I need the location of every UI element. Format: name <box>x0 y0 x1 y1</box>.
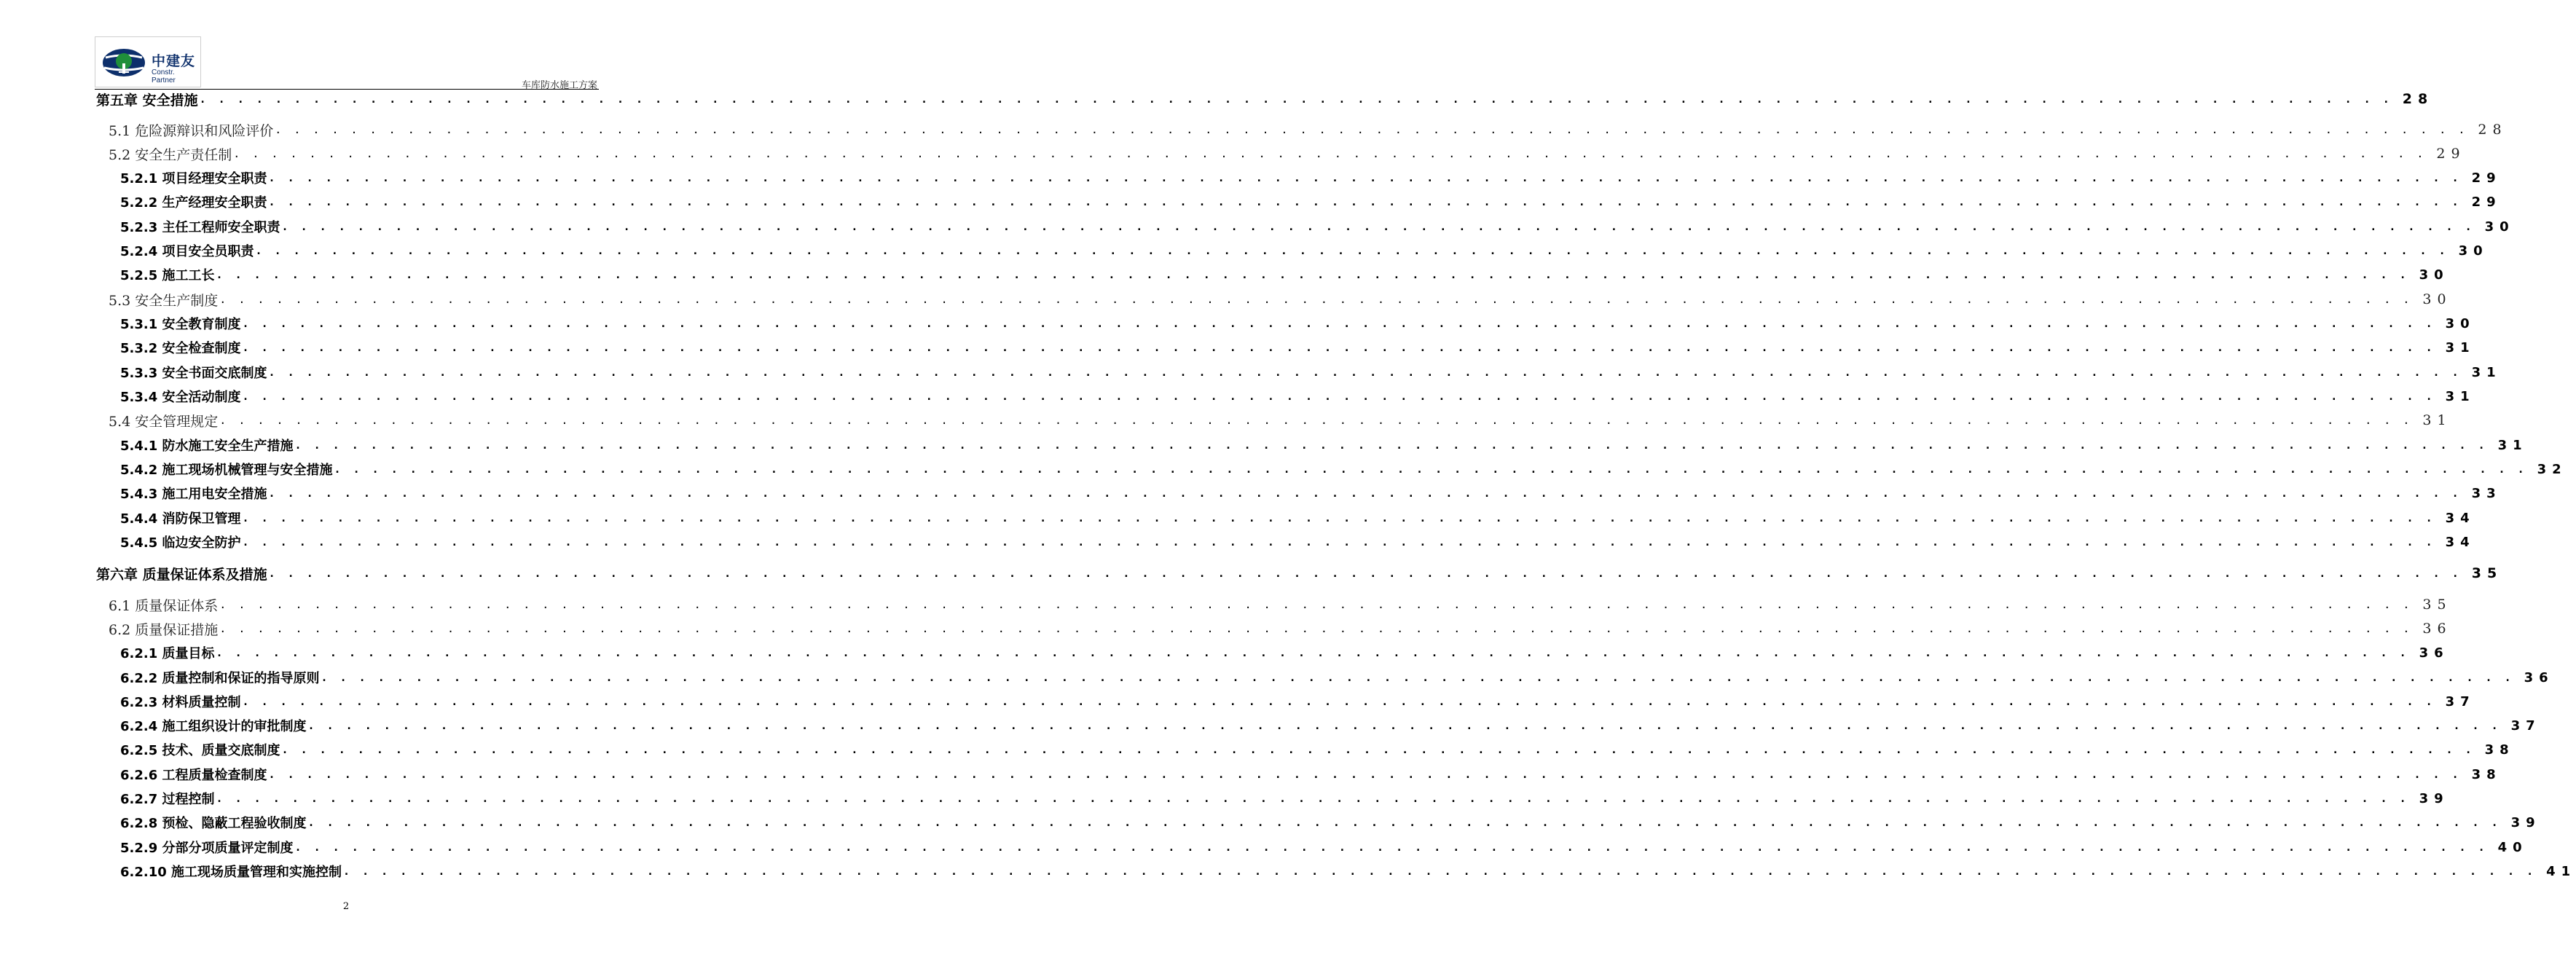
toc-entry-title: 5.4.1 防水施工安全生产措施 <box>120 439 294 454</box>
toc-leader-dots <box>275 123 2467 136</box>
toc-entry-page: 30 <box>2484 219 2515 235</box>
toc-entry-title: 6.2.4 施工组织设计的审批制度 <box>120 719 307 734</box>
logo-chinese-name: 中建友 <box>152 53 196 69</box>
toc-entry-title: 5.4.2 施工现场机械管理与安全措施 <box>120 463 333 478</box>
toc-leader-dots <box>308 816 2501 829</box>
toc-entry-title: 6.2.5 技术、质量交底制度 <box>120 743 280 758</box>
toc-entry-sub[interactable] <box>120 387 2475 406</box>
toc-entry-sub[interactable] <box>120 716 2541 735</box>
toc-leader-dots <box>216 646 2409 659</box>
toc-entry-sub[interactable] <box>120 217 2515 236</box>
toc-entry-sub[interactable] <box>120 484 2502 503</box>
toc-leader-dots <box>269 487 2462 500</box>
toc-leader-dots <box>282 743 2475 756</box>
toc-entry-section[interactable] <box>109 290 2452 309</box>
toc-entry-title: 6.2.8 预检、隐蔽工程验收制度 <box>120 816 307 831</box>
toc-entry-sub[interactable] <box>120 740 2515 759</box>
toc-entry-sub[interactable] <box>120 192 2502 211</box>
toc-entry-sub[interactable] <box>120 765 2502 784</box>
toc-entry-page: 36 <box>2422 621 2452 637</box>
toc-entry-sub[interactable] <box>120 436 2528 455</box>
toc-entry-sub[interactable] <box>120 668 2554 687</box>
toc-entry-title: 5.2.5 施工工长 <box>120 268 215 283</box>
toc-entry-page: 30 <box>2419 267 2449 283</box>
toc-entry-page: 34 <box>2445 510 2475 526</box>
toc-entry-page: 29 <box>2471 170 2502 186</box>
toc-entry-page: 37 <box>2445 693 2475 709</box>
toc-entry-sub[interactable] <box>120 265 2449 284</box>
toc-entry-page: 31 <box>2471 364 2502 380</box>
toc-entry-title: 5.2.4 项目安全员职责 <box>120 244 254 259</box>
toc-entry-title: 6.2.10 施工现场质量管理和实施控制 <box>120 865 342 880</box>
toc-entry-page: 31 <box>2445 339 2475 355</box>
toc-entry-page: 35 <box>2422 597 2452 613</box>
toc-entry-title: 6.2 质量保证措施 <box>109 621 219 638</box>
toc-entry-sub[interactable] <box>120 862 2576 881</box>
toc-entry-title: 5.3 安全生产制度 <box>109 292 219 309</box>
toc-leader-dots <box>216 268 2409 281</box>
toc-leader-dots <box>321 671 2514 684</box>
toc-entry-title: 第五章 安全措施 <box>96 92 198 109</box>
toc-entry-page: 39 <box>2419 790 2449 806</box>
toc-entry-page: 31 <box>2497 437 2528 453</box>
page-number: 2 <box>342 901 350 912</box>
toc-entry-page: 39 <box>2510 814 2541 830</box>
toc-entry-page: 29 <box>2436 146 2466 162</box>
toc-leader-dots <box>243 341 2435 354</box>
toc-entry-sub[interactable] <box>120 338 2475 357</box>
toc-leader-dots <box>233 147 2426 160</box>
toc-entry-sub[interactable] <box>120 241 2489 260</box>
toc-leader-dots <box>219 293 2412 306</box>
toc-entry-title: 5.2.3 主任工程师安全职责 <box>120 220 280 235</box>
toc-entry-page: 30 <box>2445 315 2475 331</box>
toc-entry-title: 5.4.5 临边安全防护 <box>120 535 241 551</box>
toc-entry-page: 36 <box>2524 669 2554 685</box>
toc-entry-sub[interactable] <box>120 838 2528 857</box>
toc-entry-page: 31 <box>2422 412 2452 428</box>
toc-leader-dots <box>256 244 2449 257</box>
toc-entry-page: 30 <box>2458 243 2489 259</box>
toc-entry-sub[interactable] <box>120 532 2475 551</box>
toc-leader-dots <box>295 439 2488 452</box>
toc-entry-title: 5.2.1 项目经理安全职责 <box>120 171 267 186</box>
toc-entry-sub[interactable] <box>120 692 2475 711</box>
toc-entry-title: 第六章 质量保证体系及措施 <box>96 566 267 583</box>
toc-entry-section[interactable] <box>109 619 2452 638</box>
toc-entry-title: 5.3.1 安全教育制度 <box>120 317 241 332</box>
toc-leader-dots <box>269 171 2462 184</box>
toc-entry-page: 31 <box>2445 388 2475 404</box>
toc-leader-dots <box>243 535 2435 549</box>
toc-leader-dots <box>269 768 2462 781</box>
toc-leader-dots <box>243 390 2435 403</box>
toc-entry-page: 35 <box>2471 565 2503 581</box>
toc-entry-sub[interactable] <box>120 813 2541 832</box>
toc-entry-title: 6.2.6 工程质量检查制度 <box>120 768 267 783</box>
document-title: 车库防水施工方案 <box>521 80 597 91</box>
toc-entry-page: 29 <box>2471 194 2502 210</box>
toc-entry-chapter[interactable] <box>96 564 2503 583</box>
toc-entry-title: 5.2.2 生产经理安全职责 <box>120 195 267 211</box>
toc-entry-sub[interactable] <box>120 363 2502 382</box>
toc-entry-page: 38 <box>2484 742 2515 758</box>
toc-entry-sub[interactable] <box>120 643 2449 662</box>
toc-entry-title: 6.2.1 质量目标 <box>120 646 215 661</box>
toc-entry-title: 5.4 安全管理规定 <box>109 413 219 430</box>
toc-leader-dots <box>308 719 2501 732</box>
toc-entry-title: 5.3.2 安全检查制度 <box>120 341 241 356</box>
toc-entry-title: 6.2.2 质量控制和保证的指导原则 <box>120 671 320 686</box>
toc-entry-title: 5.2.9 分部分项质量评定制度 <box>120 841 294 856</box>
toc-entry-title: 5.1 危险源辩识和风险评价 <box>109 122 274 139</box>
toc-entry-page: 32 <box>2537 461 2567 477</box>
toc-entry-page: 38 <box>2471 766 2502 782</box>
toc-entry-sub[interactable] <box>120 460 2567 479</box>
toc-entry-sub[interactable] <box>120 314 2475 333</box>
toc-entry-section[interactable] <box>109 595 2452 614</box>
toc-entry-title: 5.4.4 消防保卫管理 <box>120 511 241 527</box>
toc-leader-dots <box>343 865 2536 878</box>
toc-entry-page: 41 <box>2546 863 2576 879</box>
toc-entry-sub[interactable] <box>120 789 2449 808</box>
toc-leader-dots <box>200 93 2392 106</box>
globe-tree-icon <box>100 46 148 79</box>
toc-entry-title: 6.2.3 材料质量控制 <box>120 695 241 710</box>
toc-leader-dots <box>334 463 2527 476</box>
toc-entry-title: 5.4.3 施工用电安全措施 <box>120 487 267 502</box>
toc-entry-page: 40 <box>2497 839 2528 855</box>
toc-leader-dots <box>243 317 2435 330</box>
toc-entry-page: 36 <box>2419 645 2449 661</box>
toc-entry-page: 37 <box>2510 717 2541 734</box>
toc-leader-dots <box>269 195 2462 208</box>
toc-entry-title: 5.3.4 安全活动制度 <box>120 390 241 405</box>
toc-entry-page: 34 <box>2445 534 2475 550</box>
toc-entry-sub[interactable] <box>120 168 2502 187</box>
toc-entry-page: 33 <box>2471 485 2502 501</box>
toc-entry-title: 5.3.3 安全书面交底制度 <box>120 366 267 381</box>
toc-entry-title: 6.2.7 过程控制 <box>120 792 215 807</box>
logo-english-name: Constr. Partner <box>152 68 176 84</box>
toc-entry-section[interactable] <box>109 144 2466 163</box>
toc-entry-page: 28 <box>2402 91 2434 107</box>
toc-leader-dots <box>219 598 2412 611</box>
toc-leader-dots <box>243 511 2435 524</box>
toc-leader-dots <box>219 622 2412 635</box>
toc-leader-dots <box>295 841 2488 854</box>
toc-entry-chapter[interactable] <box>96 90 2434 109</box>
toc-leader-dots <box>269 366 2462 379</box>
toc-entry-sub[interactable] <box>120 508 2475 527</box>
toc-entry-page: 30 <box>2422 291 2452 307</box>
toc-leader-dots <box>216 792 2409 805</box>
toc-leader-dots <box>243 695 2435 708</box>
company-logo <box>95 36 201 87</box>
toc-leader-dots <box>269 567 2462 580</box>
toc-entry-page: 28 <box>2478 122 2508 138</box>
toc-entry-section[interactable] <box>109 411 2452 430</box>
toc-leader-dots <box>282 220 2475 233</box>
toc-entry-section[interactable] <box>109 120 2508 139</box>
toc-entry-title: 6.1 质量保证体系 <box>109 597 219 614</box>
toc-entry-title: 5.2 安全生产责任制 <box>109 146 232 163</box>
toc-leader-dots <box>219 414 2412 427</box>
